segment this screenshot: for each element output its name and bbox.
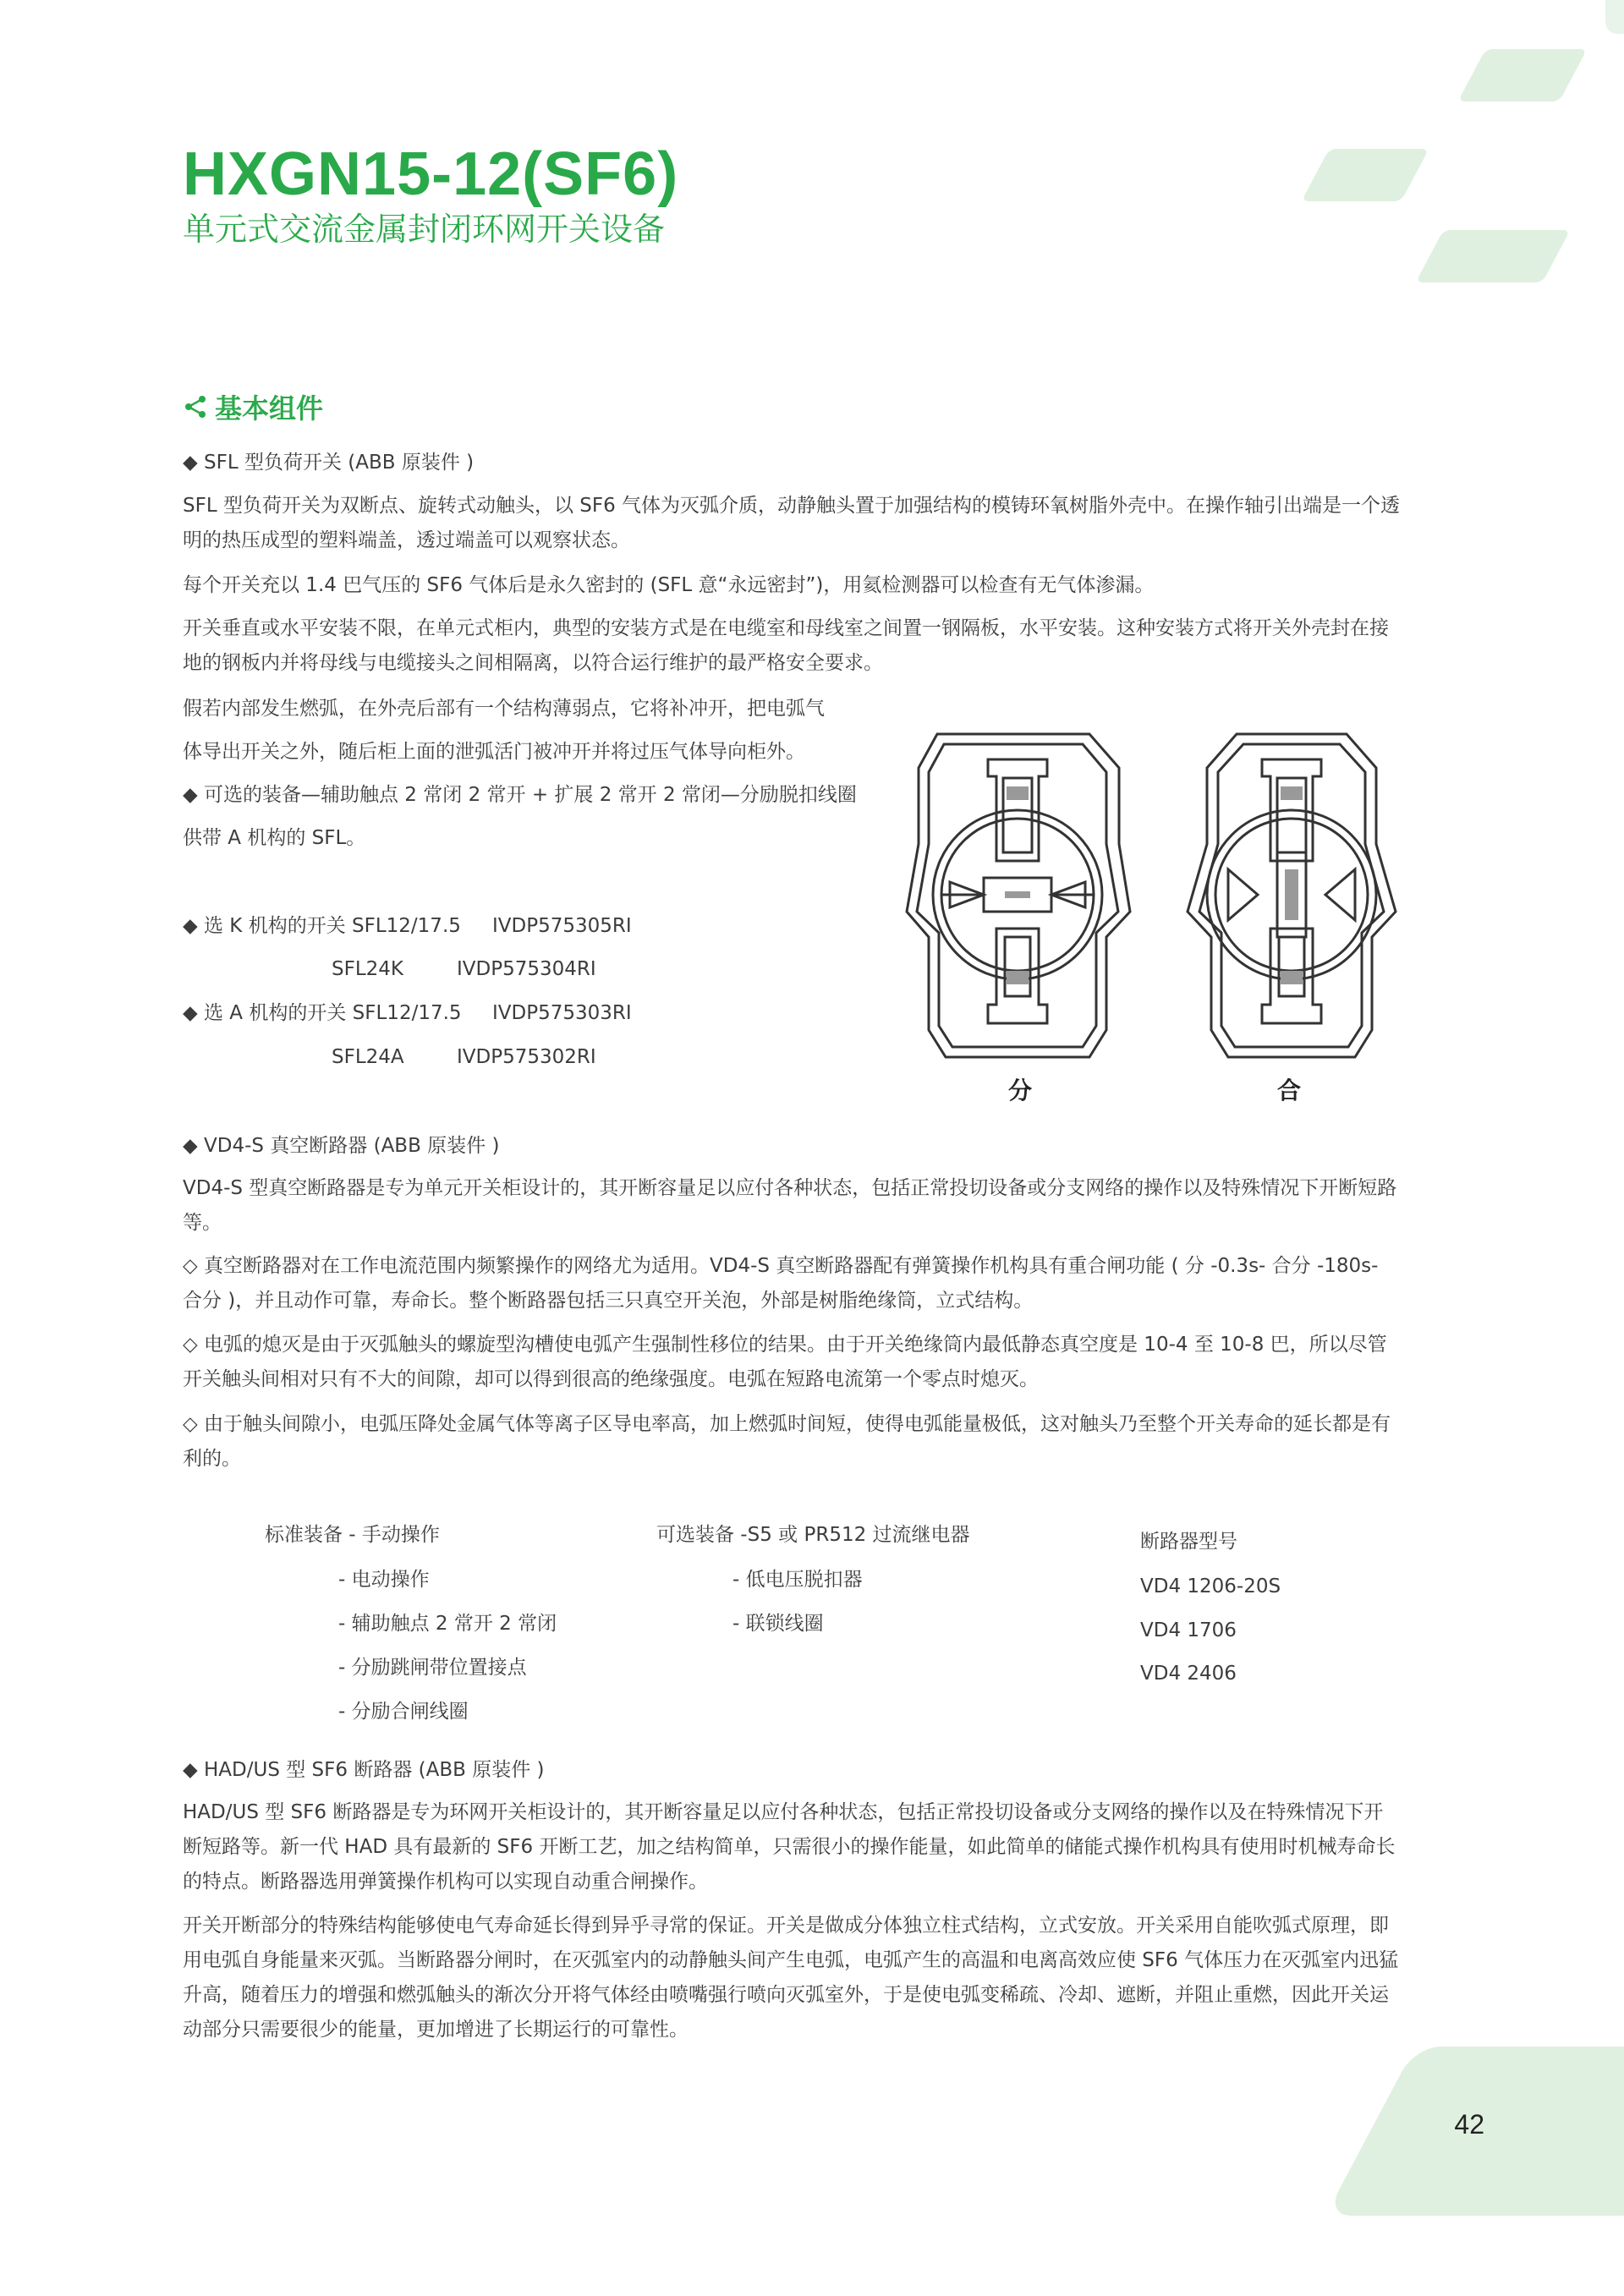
sfl-k-code-1: IVDP575305RI <box>492 915 632 937</box>
vd4-bullet: ◆ VD4-S 真空断路器 (ABB 原装件 ) <box>183 1135 500 1157</box>
had-paragraph-2: 开关开断部分的特殊结构能够使电气寿命延长得到异乎寻常的保证。开关是做成分体独立柱式结构，立式安放。开关采用自能吹弧式原理，即用电弧自身能量来灭弧。当断路器分闸时，在灭弧室内的动静触头间产生电弧，电弧产生的高温和电离高效应使 SF6 气体压力在灭弧室内迅猛升高，随着压力的增强和燃弧触头的渐次分开将气体经由喷嘴强行喷向灭弧室外，于是使电弧变稀疏、冷却、遮断，并阻止重燃，因此开关运动部分只需要很少的能量，更加增进了长期运行的可靠性。 <box>183 1915 1399 2041</box>
sfl-k-code-2: IVDP575304RI <box>457 958 596 980</box>
vd4-paragraph-1: VD4-S 型真空断路器是专为单元开关柜设计的，其开断容量足以应付各种状态，包括正常投切设备或分支网络的操作以及特殊情况下开断短路等。 <box>183 1177 1397 1234</box>
sfl-k-label: ◆ 选 K 机构的开关 SFL12/17.5 <box>183 915 461 937</box>
vd4-paragraph-2: ◇ 真空断路器对在工作电流范围内频繁操作的网络尤为适用。VD4-S 真空断路器配有弹簧操作机构具有重合闸功能 ( 分 -0.3s- 合分 -180s- 合分 )，并且动作可靠，寿命长。整个断路器包括三只真空开关泡，外部是树脂绝缘筒，立式结构。 <box>183 1255 1379 1312</box>
sfl-a-code-2: IVDP575302RI <box>457 1046 596 1068</box>
vd4-paragraph-3: ◇ 电弧的熄灭是由于灭弧触头的螺旋型沟槽使电弧产生强制性移位的结果。由于开关绝缘筒内最低静态真空度是 10-4 至 10-8 巴，所以尽管开关触头间相对只有不大的间隙，却可以得到很高的绝缘强度。电弧在短路电流第一个零点时熄灭。 <box>183 1334 1387 1390</box>
decor-shape-right <box>1416 230 1571 282</box>
optional-equipment-item: - 低电压脱扣器 <box>732 1569 863 1591</box>
sfl-option-line-1: ◆ 可选的装备—辅助触点 2 常闭 2 常开 + 扩展 2 常开 2 常闭—分励脱扣线圈 <box>183 784 857 806</box>
decor-corner-top <box>1605 0 1624 34</box>
standard-equipment-title: 标准装备 - 手动操作 <box>265 1524 440 1546</box>
breaker-model: VD4 1206-20S <box>1140 1575 1281 1597</box>
section-heading-text: 基本组件 <box>215 392 324 425</box>
sfl-option-line-2: 供带 A 机构的 SFL。 <box>183 827 366 849</box>
had-paragraph-1: HAD/US 型 SF6 断路器是专为环网开关柜设计的，其开断容量足以应付各种状态，包括正常投切设备或分支网络的操作以及在特殊情况下开断短路等。新一代 HAD 具有最新的 SF6 开断工艺，加之结构简单，只需很小的操作能量，如此简单的储能式操作机构具有使用时机械寿命长的特点。断路器选用弹簧操作机构可以实现自动重合闸操作。 <box>183 1801 1396 1893</box>
sfl-a-model-2: SFL24A <box>332 1046 404 1068</box>
share-icon <box>183 394 208 419</box>
breaker-model: VD4 2406 <box>1140 1663 1237 1685</box>
standard-equipment-item: - 分励合闸线圈 <box>338 1701 469 1723</box>
switch-diagram-closed <box>1177 726 1406 1064</box>
sfl-k-model-2: SFL24K <box>332 958 403 980</box>
sfl-paragraph-4-line-2: 体导出开关之外，随后柜上面的泄弧活门被冲开并将过压气体导向柜外。 <box>183 741 805 763</box>
standard-equipment-item: - 分励跳闸带位置接点 <box>338 1657 527 1679</box>
page-subtitle: 单元式交流金属封闭环网开关设备 <box>183 211 666 248</box>
page-title: HXGN15-12(SF6) <box>183 140 679 208</box>
breaker-models-title: 断路器型号 <box>1140 1531 1237 1553</box>
sfl-a-code-1: IVDP575303RI <box>492 1002 632 1024</box>
sfl-paragraph-1: SFL 型负荷开关为双断点、旋转式动触头，以 SF6 气体为灭弧介质，动静触头置于加强结构的模铸环氧树脂外壳中。在操作轴引出端是一个透明的热压成型的塑料端盖，透过端盖可以观察状态。 <box>183 495 1401 551</box>
sfl-bullet: ◆ SFL 型负荷开关 (ABB 原装件 ) <box>183 452 475 474</box>
standard-equipment-item: - 辅助触点 2 常开 2 常闭 <box>338 1613 557 1635</box>
sfl-paragraph-2: 每个开关充以 1.4 巴气压的 SF6 气体后是永久密封的 (SFL 意“永远密封”)，用氦检测器可以检查有无气体渗漏。 <box>183 574 1155 596</box>
page-number: 42 <box>1454 2109 1484 2140</box>
section-heading <box>183 387 323 426</box>
sfl-a-label: ◆ 选 A 机构的开关 SFL12/17.5 <box>183 1002 462 1024</box>
vd4-paragraph-4: ◇ 由于触头间隙小，电弧压降处金属气体等离子区导电率高，加上燃弧时间短，使得电弧能量极低，这对触头乃至整个开关寿命的延长都是有利的。 <box>183 1413 1391 1470</box>
had-bullet: ◆ HAD/US 型 SF6 断路器 (ABB 原装件 ) <box>183 1759 545 1781</box>
sfl-paragraph-4-line-1: 假若内部发生燃弧，在外壳后部有一个结构薄弱点，它将补冲开，把电弧气 <box>183 698 825 720</box>
diagram-open-label: 分 <box>1008 1077 1033 1104</box>
diagram-closed-label: 合 <box>1277 1077 1302 1104</box>
decor-shape-middle <box>1302 149 1429 201</box>
switch-diagram-open <box>903 726 1132 1064</box>
optional-equipment-title: 可选装备 -S5 或 PR512 过流继电器 <box>656 1524 970 1546</box>
standard-equipment-item: - 电动操作 <box>338 1569 430 1591</box>
sfl-paragraph-3: 开关垂直或水平安装不限，在单元式柜内，典型的安装方式是在电缆室和母线室之间置一钢隔板，水平安装。这种安装方式将开关外壳封在接地的钢板内并将母线与电缆接头之间相隔离，以符合运行维护的最严格安全要求。 <box>183 617 1389 674</box>
breaker-model: VD4 1706 <box>1140 1619 1237 1641</box>
optional-equipment-item: - 联锁线圈 <box>732 1613 824 1635</box>
decor-shape-top <box>1458 49 1588 101</box>
